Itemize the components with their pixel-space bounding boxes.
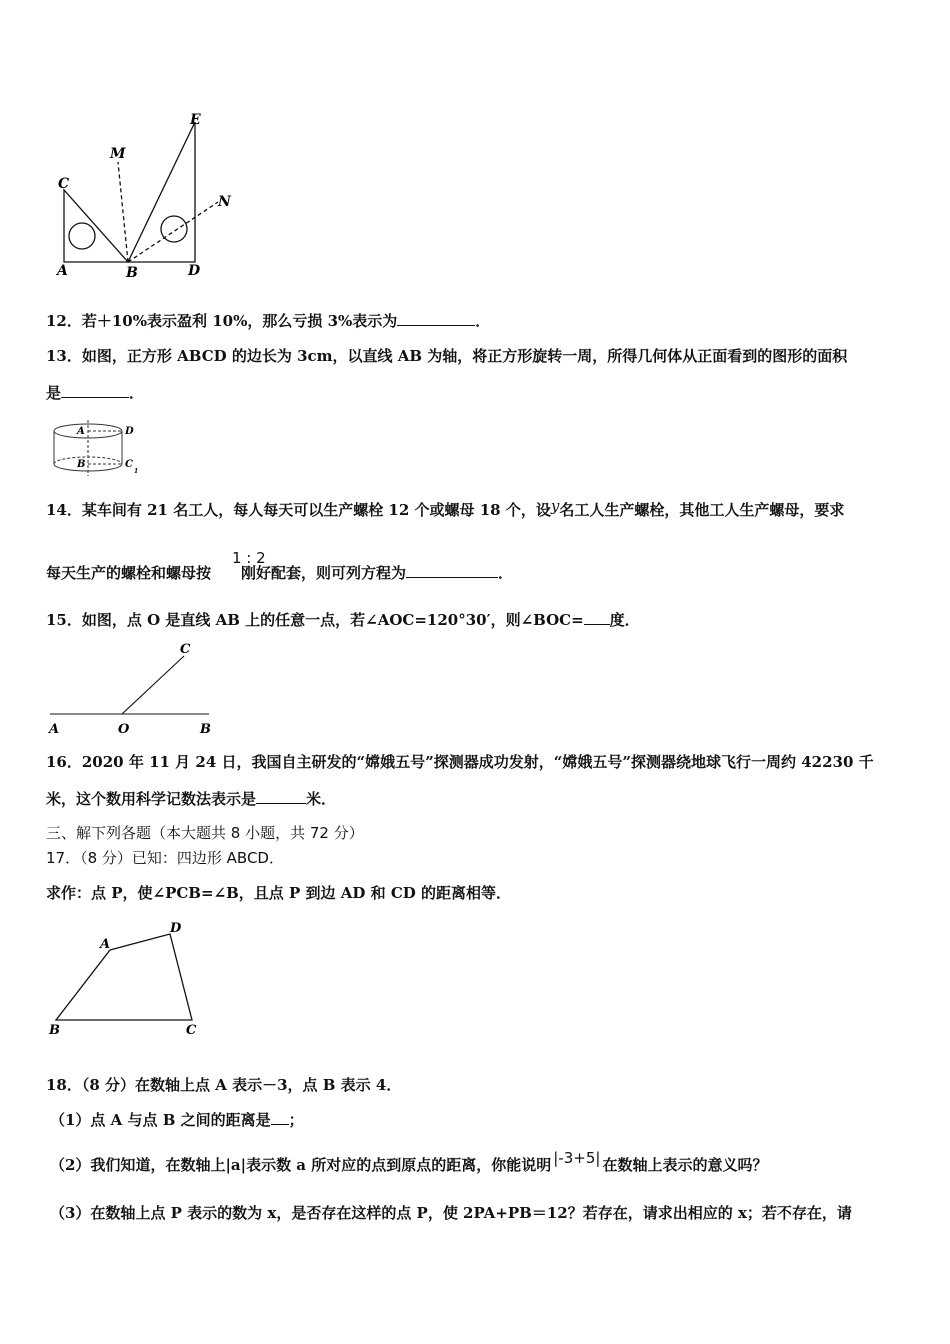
fig15-label-a: A [49,722,60,737]
question-16-line1: 16．2020 年 11 月 24 日，我国自主研发的“嫦娥五号”探测器成功发射，“嫦娥五号”探测器绕地球飞行一周约 42230 千 [46,753,874,771]
fig17-label-c: C [186,1023,197,1038]
fig15-label-c: C [180,642,191,657]
circle-left [69,223,95,249]
fig17-label-d: D [170,921,182,936]
label-e: E [190,112,201,128]
question-18-part2 [50,1149,768,1175]
ray-bn [128,202,218,262]
q16-line2-text: 米，这个数用科学记数法表示是 [46,790,257,808]
label-d: D [188,263,201,279]
question-13-line1: 13．如图，正方形 ABCD 的边长为 3cm，以直线 AB 为轴，将正方形旋转一周，所得几何体从正面看到的图形的面积 [46,347,848,365]
ray-oc [122,656,184,714]
label-c: C [58,176,70,192]
q15-text: 15．如图，点 O 是直线 AB 上的任意一点，若∠AOC=120°30′，则∠BOC= [46,611,584,629]
figure-q11 [50,110,250,285]
q18-p2-text-b: 在数轴上表示的意义吗？ [602,1156,768,1174]
question-14-line2 [46,563,513,583]
q15-answer-blank[interactable] [584,610,610,625]
q13-answer-blank[interactable] [61,383,129,398]
q15-end: 度． [609,611,640,629]
figure-q15 [46,640,226,740]
q13-end: ． [129,384,145,402]
triangle-right [128,122,195,262]
cyl-label-d: D [125,426,134,437]
q14-line2-text-a: 每天生产的螺栓和螺母按 [46,564,212,582]
q14-variable-y: y [550,497,560,515]
ray-bm [118,162,128,262]
question-18-head: 18．（8 分）在数轴上点 A 表示－3，点 B 表示 4． [46,1076,402,1094]
q13-line2-text: 是 [46,384,62,402]
q14-end: ． [498,564,514,582]
q14-line1-text-a: 14．某车间有 21 名工人，每人每天可以生产螺栓 12 个或螺母 18 个，设 [46,501,551,519]
question-14-line1 [46,497,845,520]
q12-answer-blank[interactable] [397,311,475,326]
question-13-line2 [46,383,144,403]
q14-answer-blank[interactable] [406,563,498,578]
fig17-label-a: A [100,937,111,952]
figure-q13-cylinder [50,418,150,480]
question-18-part3: （3）在数轴上点 P 表示的数为 x，是否存在这样的点 P，使 2PA+PB＝12？若存在，请求出相应的 x；若不存在，请 [50,1204,852,1222]
q14-line1-text-b: 名工人生产螺栓，其他工人生产螺母，要求 [559,501,845,519]
figure-q17 [46,918,216,1043]
q12-text: 12．若＋10%表示盈利 10%，那么亏损 3%表示为 [46,312,398,330]
cyl-label-sub: 1 [134,468,139,475]
question-18-part1 [50,1110,304,1130]
q18-p1-answer-blank[interactable] [271,1110,289,1125]
cyl-label-a: A [77,426,85,437]
fig15-label-b: B [200,722,211,737]
cyl-label-c: C [125,459,133,470]
fig17-label-b: B [49,1023,60,1038]
question-12 [46,311,490,331]
question-15 [46,610,640,630]
question-17-head: 17．（8 分）已知：四边形 ABCD． [46,849,284,867]
label-b: B [126,265,138,281]
q18-p2-text-a: （2）我们知道，在数轴上|a|表示数 a 所对应的点到原点的距离，你能说明 [50,1156,552,1174]
q14-line2-text-b: 刚好配套，则可列方程为 [241,564,407,582]
fig15-label-o: O [118,722,130,737]
q18-p1-text: （1）点 A 与点 B 之间的距离是 [50,1111,271,1129]
label-m: M [110,146,126,162]
section-3-title: 三、解下列各题（本大题共 8 小题，共 72 分） [46,824,364,842]
cyl-label-b: B [77,459,86,470]
question-17-body: 求作：点 P，使∠PCB=∠B，且点 P 到边 AD 和 CD 的距离相等． [46,884,511,902]
label-a: A [57,263,68,279]
quadrilateral-abcd [56,934,192,1020]
q12-end: ． [475,312,491,330]
q16-end: 米． [306,790,337,808]
q18-p1-end: ； [288,1111,304,1129]
question-16-line2 [46,789,336,809]
q14-ratio: 1 : 2 [232,549,266,567]
label-n: N [218,194,231,210]
q18-abs-expression: |-3+5| [553,1149,601,1167]
q16-answer-blank[interactable] [256,789,306,804]
